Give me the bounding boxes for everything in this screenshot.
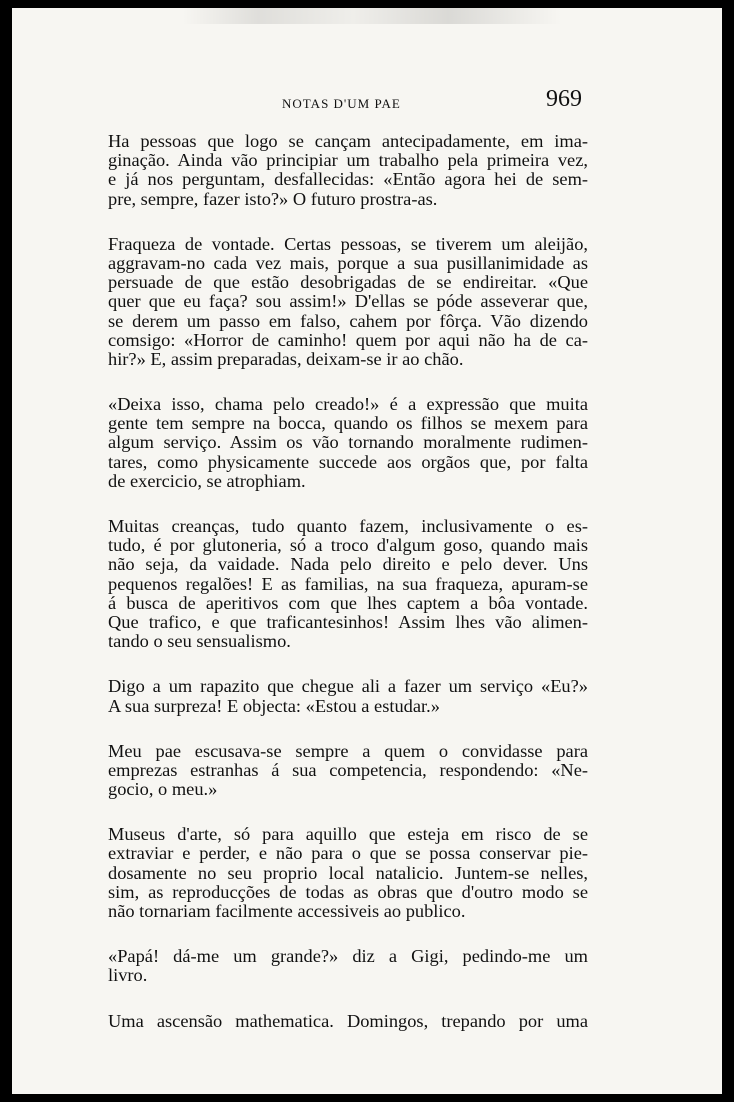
- paragraph-gap: [108, 491, 588, 517]
- book-page: [12, 8, 722, 1094]
- text-line: á busca de aperitivos com que lhes captem a bôa vontade.: [108, 593, 588, 613]
- text-line: de exercicio, se atrophiam.: [108, 471, 306, 491]
- text-line: emprezas estranhas á sua competencia, respondendo: «Ne-: [108, 760, 588, 780]
- page-header: [12, 86, 722, 120]
- text-line: aggravam-no cada vez mais, porque a sua pusillanimidade as: [108, 253, 588, 273]
- text-line: Meu pae escusava-se sempre a quem o convidasse para: [108, 741, 588, 761]
- paragraph: [108, 517, 588, 651]
- text-line: Uma ascensão mathematica. Domingos, trepando por uma: [108, 1011, 588, 1031]
- paragraph-gap: [108, 799, 588, 825]
- paragraph: [108, 677, 588, 715]
- running-title: NOTAS D'UM PAE: [282, 96, 401, 111]
- text-line: Museus d'arte, só para aquillo que esteja em risco de se: [108, 825, 588, 845]
- text-line: «Papá! dá-me um grande?» diz a Gigi, pedindo-me um: [108, 947, 588, 967]
- text-line: sim, as reproducções de todas as obras que d'outro modo se: [108, 882, 588, 902]
- text-line: tares, como physicamente succede aos orgãos que, por falta: [108, 452, 588, 472]
- text-line: se derem um passo em falso, cahem por fôrça. Vão dizendo: [108, 311, 588, 331]
- text-line: persuade de que estão desobrigadas de se endireitar. «Que: [108, 273, 588, 293]
- body-text: [108, 132, 588, 1031]
- paragraph-gap: [108, 986, 588, 1012]
- paragraph: [108, 947, 588, 985]
- text-line: quer que eu faça? sou assim!» D'ellas se póde asseverar que,: [108, 292, 588, 312]
- text-line: dosamente no seu proprio local natalicio. Juntem-se nelles,: [108, 863, 588, 883]
- text-line: gocio, o meu.»: [108, 780, 218, 800]
- page-number: 969: [546, 86, 582, 112]
- text-line: ginação. Ainda vão principiar um trabalho pela primeira vez,: [108, 151, 588, 171]
- text-line: hir?» E, assim preparadas, deixam-se ir ao chão.: [108, 349, 464, 369]
- paragraph-gap: [108, 209, 588, 235]
- paragraph: [108, 235, 588, 369]
- paragraph: [108, 742, 588, 800]
- paragraph: [108, 132, 588, 209]
- text-line: extraviar e perder, e não para o que se possa conservar pie-: [108, 844, 588, 864]
- text-line: Que trafico, e que traficantesinhos! Assim lhes vão alimen-: [108, 612, 588, 632]
- text-line: Digo a um rapazito que chegue ali a fazer um serviço «Eu?»: [108, 677, 588, 697]
- paragraph-gap: [108, 369, 588, 395]
- text-line: não seja, da vaidade. Nada pelo direito e pelo dever. Uns: [108, 555, 588, 575]
- text-line: A sua surpreza! E objecta: «Estou a estudar.»: [108, 696, 440, 716]
- text-line: pre, sempre, fazer isto?» O futuro prostra-as.: [108, 189, 438, 209]
- paragraph: [108, 1012, 588, 1031]
- paragraph-gap: [108, 716, 588, 742]
- text-line: não tornariam facilmente accessiveis ao publico.: [108, 902, 466, 921]
- text-line: comsigo: «Horror de caminho! quem por aqui não ha de ca-: [108, 330, 588, 350]
- text-line: «Deixa isso, chama pelo creado!» é a expressão que muita: [108, 395, 588, 415]
- scan-shadow: [182, 8, 562, 24]
- text-line: tando o seu sensualismo.: [108, 632, 291, 652]
- text-line: gente tem sempre na bocca, quando os filhos se mexem para: [108, 414, 588, 434]
- paragraph: [108, 825, 588, 921]
- text-line: tudo, é por glutoneria, só a troco d'algum goso, quando mais: [108, 536, 588, 556]
- text-line: Muitas creanças, tudo quanto fazem, inclusivamente o es-: [108, 517, 588, 536]
- text-line: algum serviço. Assim os vão tornando moralmente rudimen-: [108, 433, 588, 453]
- text-line: Ha pessoas que logo se cançam antecipadamente, em ima-: [108, 132, 588, 151]
- paragraph-gap: [108, 921, 588, 947]
- paragraph-gap: [108, 651, 588, 677]
- paragraph: [108, 395, 588, 491]
- text-line: e já nos perguntam, desfallecidas: «Então agora hei de sem-: [108, 170, 588, 190]
- text-line: pequenos regalões! E as familias, na sua fraqueza, apuram-se: [108, 574, 588, 594]
- text-line: livro.: [108, 966, 148, 986]
- text-line: Fraqueza de vontade. Certas pessoas, se tiverem um aleijão,: [108, 234, 588, 254]
